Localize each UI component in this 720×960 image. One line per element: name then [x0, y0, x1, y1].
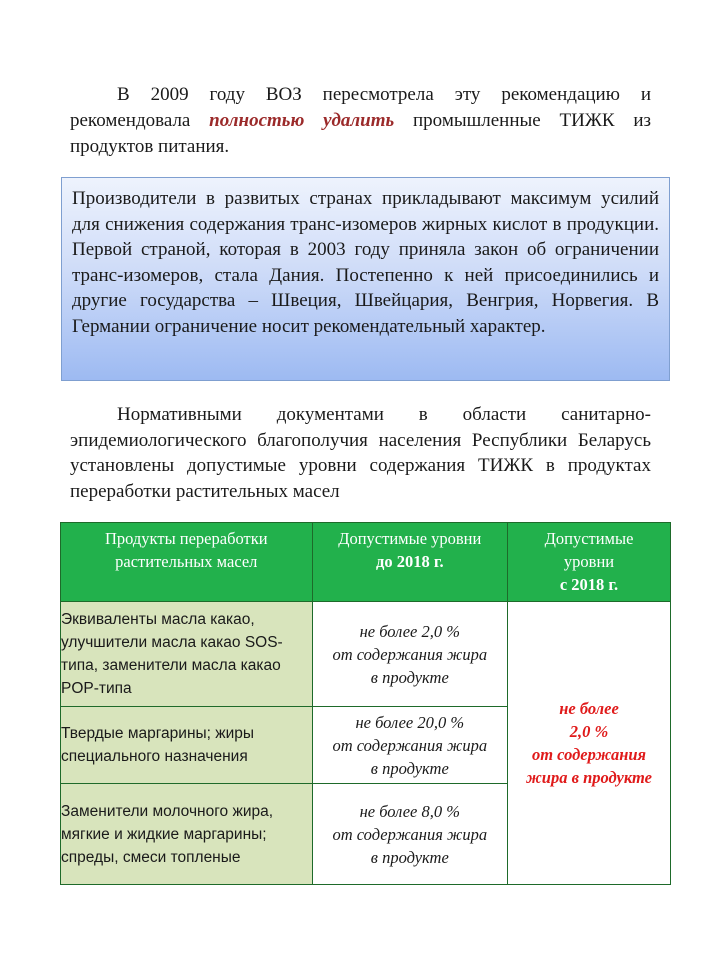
limit-line: в продукте	[370, 847, 449, 867]
limit-cell	[312, 707, 508, 784]
regulation-text: Нормативными документами в области санитарно-эпидемиологического благополучия населения Республики Беларусь установлены допустимые уровни содержания ТИЖК в продуктах переработки растительных масел	[70, 404, 651, 502]
product-cell: Эквиваленты масла какао, улучшители масла какао SOS-типа, заменители масла какао POP-типа	[61, 602, 313, 707]
product-cell: Заменители молочного жира, мягкие и жидкие маргарины; спреды, смеси топленые	[61, 784, 313, 885]
new-limit-line: не более	[559, 699, 619, 718]
limit-line: в продукте	[370, 667, 449, 687]
header-levels-after-date: с 2018 г.	[559, 575, 619, 594]
limit-cell	[312, 784, 508, 885]
table-row	[61, 602, 671, 707]
header-levels-after	[508, 523, 671, 602]
header-products	[61, 523, 313, 602]
intro-text-after: промышленные ТИЖК из продуктов питания.	[70, 110, 651, 157]
intro-highlight: полностью удалить	[209, 110, 395, 131]
limit-line: от содержания жира	[332, 735, 488, 755]
header-products-label: Продукты переработки растительных масел	[104, 529, 268, 571]
new-limit-line: 2,0 %	[569, 722, 609, 741]
header-levels-before-title: Допустимые уровни	[338, 529, 482, 548]
header-levels-before-date: до 2018 г.	[375, 552, 444, 571]
product-cell: Твердые маргарины; жиры специального назначения	[61, 707, 313, 784]
callout-text: Производители в развитых странах прикладывают максимум усилий для снижения содержания транс-изомеров жирных кислот в продукции. Первой страной, которая в 2003 году приняла закон об ограничении транс-изомеров, стала Дания. Постепенно к ней присоединились и другие государства – Швеция, Швейцария, Венгрия, Норвегия. В Германии ограничение носит рекомендательный характер.	[72, 188, 659, 337]
intro-paragraph	[70, 82, 651, 160]
header-levels-after-title: Допустимые уровни	[544, 529, 634, 571]
callout-box	[61, 177, 670, 381]
limits-table	[60, 522, 671, 885]
new-limit-line: жира в продукте	[526, 768, 652, 787]
intro-text-before: В 2009 году ВОЗ пересмотрела эту рекомендацию и рекомендовала	[70, 84, 651, 131]
new-limit-line: от содержания	[531, 745, 647, 764]
limit-line: не более 2,0 %	[359, 621, 461, 641]
limit-line: в продукте	[370, 758, 449, 778]
limit-line: не более 20,0 %	[355, 712, 465, 732]
limit-line: от содержания жира	[332, 644, 488, 664]
header-levels-before	[312, 523, 508, 602]
new-limit-cell	[508, 602, 671, 885]
limit-line: от содержания жира	[332, 824, 488, 844]
limit-line: не более 8,0 %	[359, 801, 461, 821]
regulation-paragraph	[70, 402, 651, 504]
limit-cell	[312, 602, 508, 707]
table-header-row	[61, 523, 671, 602]
